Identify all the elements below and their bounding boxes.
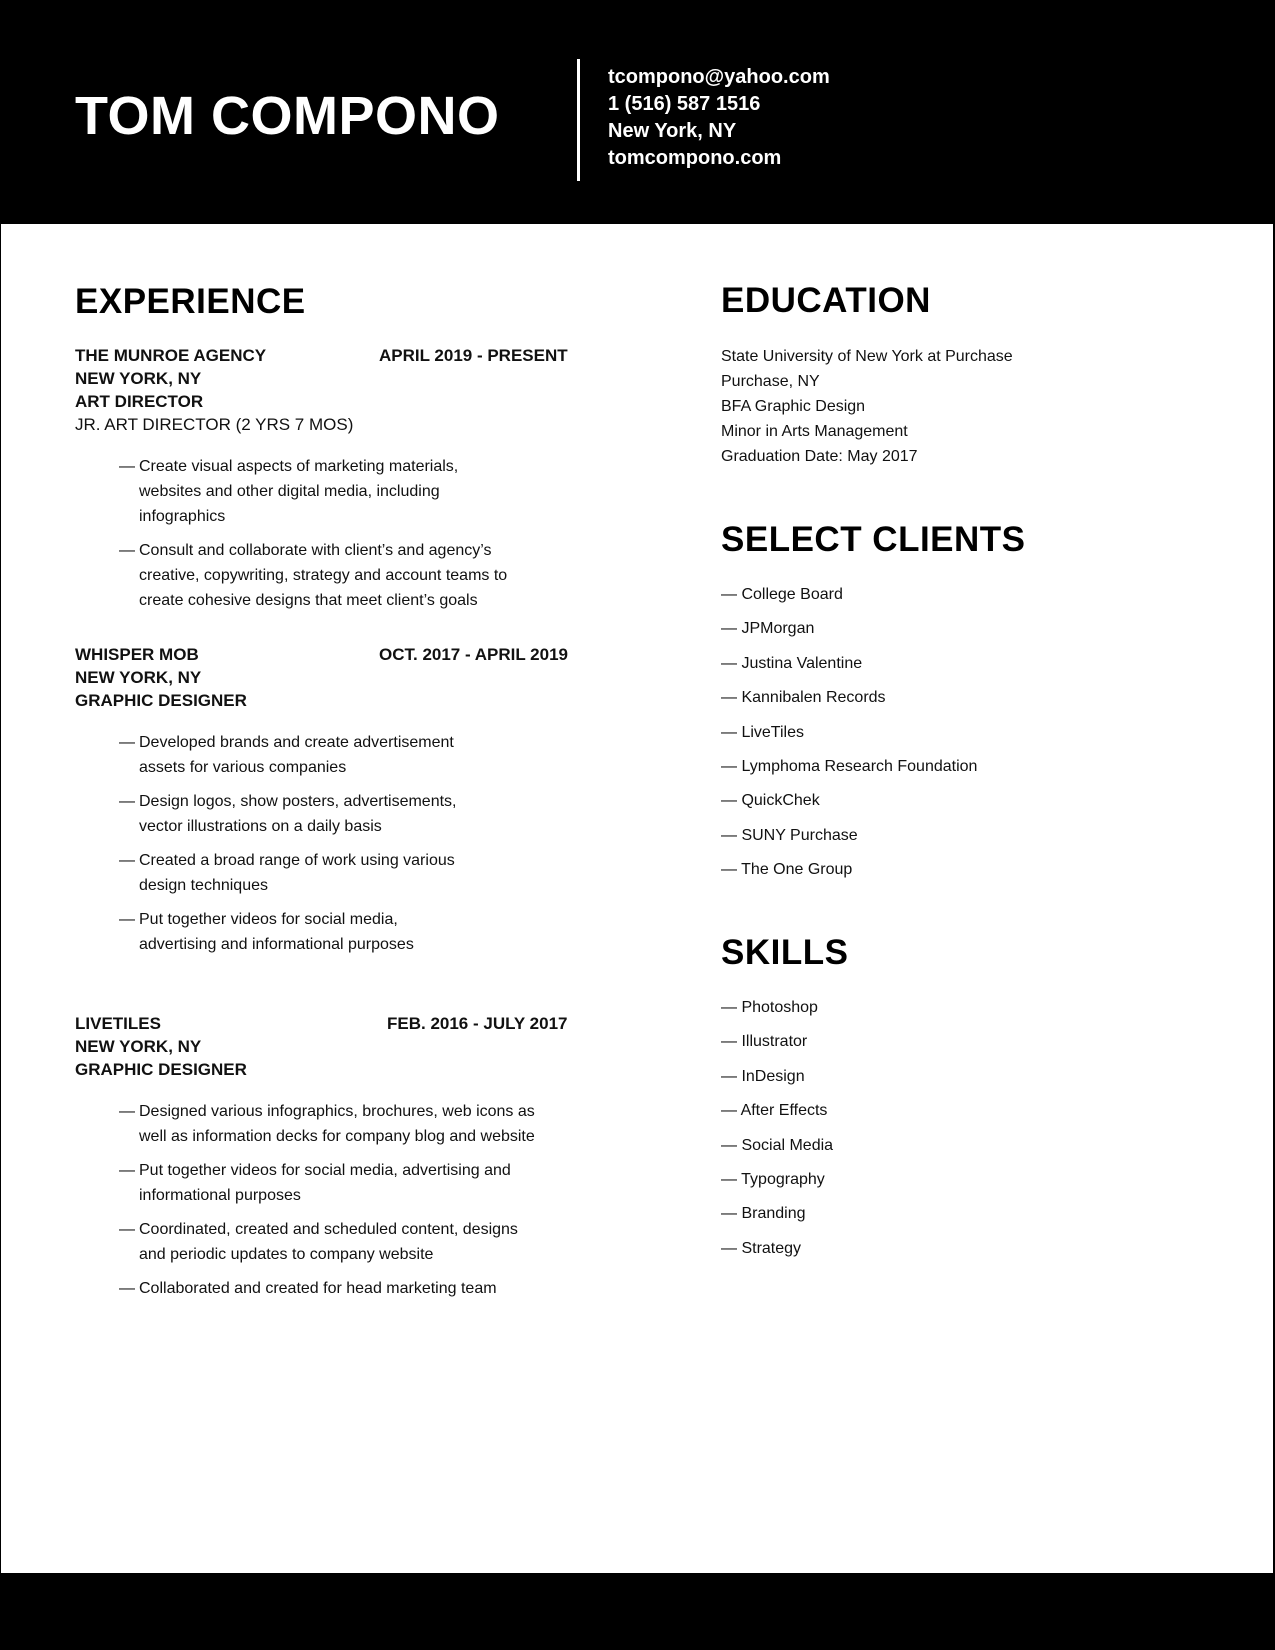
education-block	[721, 344, 1013, 469]
job-dates: OCT. 2017 - APRIL 2019	[379, 645, 568, 664]
list-item: — Justina Valentine	[721, 654, 863, 672]
education-title: EDUCATION	[721, 281, 931, 320]
job-location: NEW YORK, NY	[75, 1037, 202, 1056]
header-divider	[577, 59, 580, 181]
list-item: — LiveTiles	[721, 723, 804, 741]
bullet-dash: —	[119, 542, 135, 559]
education-degree: BFA Graphic Design	[721, 398, 866, 415]
bullet-dash: —	[119, 458, 135, 475]
list-item: — JPMorgan	[721, 620, 815, 638]
list-item: — After Effects	[721, 1102, 828, 1120]
job-header-munroe	[75, 344, 615, 436]
list-item: — Coordinated, created and scheduled content, designs and periodic updates to company website	[119, 1217, 529, 1267]
candidate-name: TOM COMPONO	[75, 86, 500, 146]
job-location: NEW YORK, NY	[75, 369, 202, 388]
list-item: — The One Group	[721, 861, 853, 879]
contact-phone[interactable]: 1 (516) 587 1516	[608, 93, 761, 115]
clients-title: SELECT CLIENTS	[721, 520, 1026, 559]
list-item: — Consult and collaborate with client’s and agency’s creative, copywriting, strategy and account teams to create cohesive designs that meet client’s goals	[119, 538, 519, 613]
list-item: — Put together videos for social media, advertising and informational purposes	[119, 907, 439, 957]
list-item: — Branding	[721, 1205, 806, 1223]
job-header-whisper-mob	[75, 643, 615, 712]
skills-list	[721, 991, 833, 1266]
clients-list	[721, 578, 977, 888]
job-company: LIVETILES	[75, 1014, 161, 1033]
education-graduation: Graduation Date: May 2017	[721, 448, 918, 465]
bullet-dash: —	[119, 1103, 135, 1120]
job-location: NEW YORK, NY	[75, 668, 202, 687]
list-item: — Illustrator	[721, 1033, 808, 1051]
footer-bar	[0, 1573, 1275, 1650]
list-item: — Created a broad range of work using various design techniques	[119, 848, 479, 898]
job-bullets-livetiles	[119, 1099, 589, 1310]
header-bar	[0, 0, 1275, 224]
education-school: State University of New York at Purchase	[721, 348, 1013, 365]
job-role: ART DIRECTOR	[75, 392, 204, 411]
list-item: — Collaborated and created for head marketing team	[119, 1276, 559, 1301]
job-header-livetiles	[75, 1012, 615, 1081]
skills-title: SKILLS	[721, 933, 849, 972]
job-company: THE MUNROE AGENCY	[75, 346, 267, 365]
job-dates: APRIL 2019 - PRESENT	[379, 346, 568, 365]
list-item: — Lymphoma Research Foundation	[721, 758, 978, 776]
education-location: Purchase, NY	[721, 373, 820, 390]
job-dates: FEB. 2016 - JULY 2017	[387, 1014, 568, 1033]
list-item: — Developed brands and create advertisement assets for various companies	[119, 730, 479, 780]
contact-location: New York, NY	[608, 120, 737, 142]
list-item: — Put together videos for social media, advertising and informational purposes	[119, 1158, 519, 1208]
bullet-dash: —	[119, 793, 135, 810]
list-item: — Strategy	[721, 1239, 802, 1257]
job-prior-role: JR. ART DIRECTOR (2 YRS 7 MOS)	[75, 415, 354, 434]
job-company: WHISPER MOB	[75, 645, 199, 664]
list-item: — Social Media	[721, 1136, 834, 1154]
list-item: — College Board	[721, 586, 843, 603]
list-item: — Photoshop	[721, 999, 818, 1016]
list-item: — QuickChek	[721, 792, 820, 810]
bullet-dash: —	[119, 852, 135, 869]
experience-title: EXPERIENCE	[75, 282, 306, 321]
education-minor: Minor in Arts Management	[721, 423, 908, 440]
bullet-dash: —	[119, 1221, 135, 1238]
job-bullets-munroe	[119, 454, 589, 622]
bullet-dash: —	[119, 911, 135, 928]
job-role: GRAPHIC DESIGNER	[75, 691, 247, 710]
contact-block	[608, 64, 830, 172]
job-bullets-whisper-mob	[119, 730, 589, 966]
bullet-dash: —	[119, 734, 135, 751]
job-role: GRAPHIC DESIGNER	[75, 1060, 247, 1079]
list-item: — InDesign	[721, 1067, 805, 1085]
contact-email[interactable]: tcompono@yahoo.com	[608, 66, 830, 88]
list-item: — Typography	[721, 1171, 825, 1189]
bullet-dash: —	[119, 1280, 135, 1297]
list-item: — Create visual aspects of marketing materials, websites and other digital media, including infographics	[119, 454, 519, 529]
bullet-dash: —	[119, 1162, 135, 1179]
list-item: — SUNY Purchase	[721, 826, 858, 844]
list-item: — Designed various infographics, brochures, web icons as well as information decks for company blog and website	[119, 1099, 559, 1149]
contact-website[interactable]: tomcompono.com	[608, 147, 782, 169]
list-item: — Kannibalen Records	[721, 689, 886, 707]
list-item: — Design logos, show posters, advertisements, vector illustrations on a daily basis	[119, 789, 479, 839]
